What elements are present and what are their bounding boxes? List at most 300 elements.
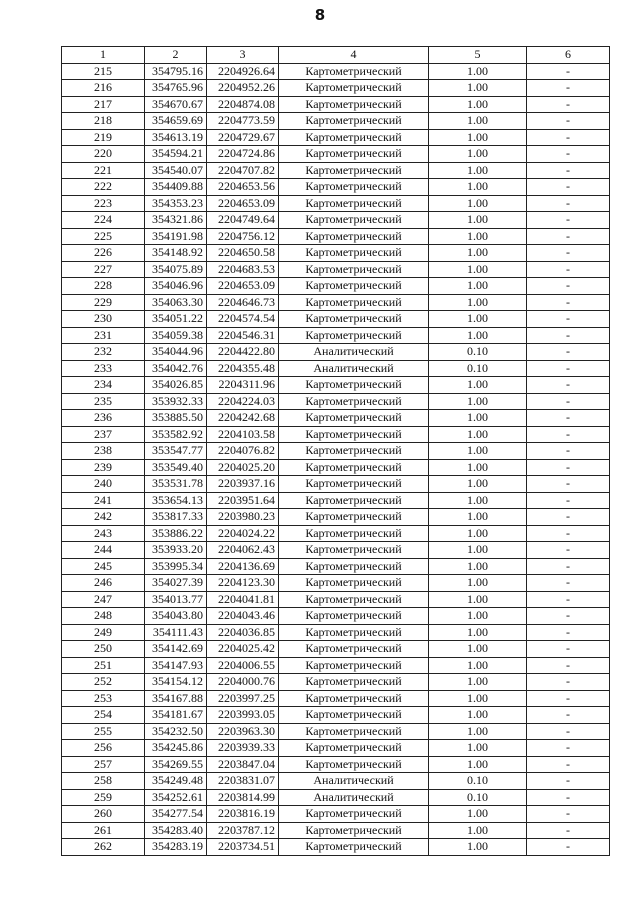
- note-cell: -: [527, 591, 610, 608]
- accuracy-cell: 0.10: [429, 789, 527, 806]
- x-coordinate-cell: 354042.76: [145, 360, 207, 377]
- accuracy-cell: 1.00: [429, 542, 527, 559]
- note-cell: -: [527, 212, 610, 229]
- y-coordinate-cell: 2204025.20: [207, 459, 279, 476]
- method-cell: Картометрический: [279, 492, 429, 509]
- y-coordinate-cell: 2204103.58: [207, 426, 279, 443]
- method-cell: Картометрический: [279, 393, 429, 410]
- point-number-cell: 232: [62, 344, 145, 361]
- x-coordinate-cell: 354613.19: [145, 129, 207, 146]
- point-number-cell: 243: [62, 525, 145, 542]
- table-row: [62, 261, 610, 278]
- method-cell: Картометрический: [279, 641, 429, 658]
- point-number-cell: 234: [62, 377, 145, 394]
- x-coordinate-cell: 354232.50: [145, 723, 207, 740]
- y-coordinate-cell: 2204653.09: [207, 195, 279, 212]
- accuracy-cell: 1.00: [429, 459, 527, 476]
- note-cell: -: [527, 542, 610, 559]
- table-row: [62, 492, 610, 509]
- x-coordinate-cell: 354409.88: [145, 179, 207, 196]
- accuracy-cell: 1.00: [429, 575, 527, 592]
- method-cell: Картометрический: [279, 740, 429, 757]
- x-coordinate-cell: 354046.96: [145, 278, 207, 295]
- x-coordinate-cell: 354044.96: [145, 344, 207, 361]
- x-coordinate-cell: 353654.13: [145, 492, 207, 509]
- point-number-cell: 244: [62, 542, 145, 559]
- note-cell: -: [527, 657, 610, 674]
- method-cell: Аналитический: [279, 360, 429, 377]
- table-row: [62, 228, 610, 245]
- table-row: [62, 278, 610, 295]
- x-coordinate-cell: 354269.55: [145, 756, 207, 773]
- accuracy-cell: 1.00: [429, 624, 527, 641]
- point-number-cell: 254: [62, 707, 145, 724]
- note-cell: -: [527, 162, 610, 179]
- x-coordinate-cell: 354075.89: [145, 261, 207, 278]
- point-number-cell: 236: [62, 410, 145, 427]
- method-cell: Картометрический: [279, 261, 429, 278]
- method-cell: Аналитический: [279, 773, 429, 790]
- y-coordinate-cell: 2204000.76: [207, 674, 279, 691]
- table-row: [62, 344, 610, 361]
- point-number-cell: 229: [62, 294, 145, 311]
- accuracy-cell: 1.00: [429, 294, 527, 311]
- note-cell: -: [527, 410, 610, 427]
- accuracy-cell: 1.00: [429, 162, 527, 179]
- table-row: [62, 96, 610, 113]
- y-coordinate-cell: 2204062.43: [207, 542, 279, 559]
- accuracy-cell: 1.00: [429, 822, 527, 839]
- note-cell: -: [527, 443, 610, 460]
- accuracy-cell: 1.00: [429, 393, 527, 410]
- accuracy-cell: 1.00: [429, 113, 527, 130]
- method-cell: Картометрический: [279, 558, 429, 575]
- method-cell: Картометрический: [279, 179, 429, 196]
- note-cell: -: [527, 839, 610, 856]
- y-coordinate-cell: 2204242.68: [207, 410, 279, 427]
- point-number-cell: 249: [62, 624, 145, 641]
- accuracy-cell: 1.00: [429, 443, 527, 460]
- table-row: [62, 690, 610, 707]
- y-coordinate-cell: 2204574.54: [207, 311, 279, 328]
- table-row: [62, 195, 610, 212]
- x-coordinate-cell: 354027.39: [145, 575, 207, 592]
- table-row: [62, 443, 610, 460]
- method-cell: Картометрический: [279, 212, 429, 229]
- method-cell: Картометрический: [279, 195, 429, 212]
- page-number: 8: [314, 6, 326, 24]
- table-row: [62, 608, 610, 625]
- table-row: [62, 377, 610, 394]
- y-coordinate-cell: 2203963.30: [207, 723, 279, 740]
- accuracy-cell: 1.00: [429, 525, 527, 542]
- point-number-cell: 250: [62, 641, 145, 658]
- x-coordinate-cell: 354659.69: [145, 113, 207, 130]
- point-number-cell: 227: [62, 261, 145, 278]
- accuracy-cell: 1.00: [429, 740, 527, 757]
- accuracy-cell: 1.00: [429, 179, 527, 196]
- y-coordinate-cell: 2204756.12: [207, 228, 279, 245]
- y-coordinate-cell: 2203993.05: [207, 707, 279, 724]
- y-coordinate-cell: 2204952.26: [207, 80, 279, 97]
- note-cell: -: [527, 690, 610, 707]
- note-cell: -: [527, 723, 610, 740]
- table-row: [62, 707, 610, 724]
- point-number-cell: 220: [62, 146, 145, 163]
- accuracy-cell: 1.00: [429, 80, 527, 97]
- point-number-cell: 247: [62, 591, 145, 608]
- point-number-cell: 216: [62, 80, 145, 97]
- column-header: 6: [527, 47, 610, 64]
- x-coordinate-cell: 354059.38: [145, 327, 207, 344]
- x-coordinate-cell: 354353.23: [145, 195, 207, 212]
- note-cell: -: [527, 789, 610, 806]
- note-cell: -: [527, 459, 610, 476]
- accuracy-cell: 1.00: [429, 674, 527, 691]
- table-row: [62, 179, 610, 196]
- table-row: [62, 641, 610, 658]
- table-row: [62, 558, 610, 575]
- accuracy-cell: 1.00: [429, 608, 527, 625]
- column-header: 4: [279, 47, 429, 64]
- y-coordinate-cell: 2204749.64: [207, 212, 279, 229]
- x-coordinate-cell: 354594.21: [145, 146, 207, 163]
- method-cell: Картометрический: [279, 63, 429, 80]
- note-cell: -: [527, 773, 610, 790]
- note-cell: -: [527, 80, 610, 97]
- accuracy-cell: 0.10: [429, 344, 527, 361]
- accuracy-cell: 1.00: [429, 410, 527, 427]
- x-coordinate-cell: 353817.33: [145, 509, 207, 526]
- method-cell: Картометрический: [279, 542, 429, 559]
- x-coordinate-cell: 354670.67: [145, 96, 207, 113]
- y-coordinate-cell: 2204224.03: [207, 393, 279, 410]
- y-coordinate-cell: 2204653.09: [207, 278, 279, 295]
- table-row: [62, 393, 610, 410]
- y-coordinate-cell: 2204025.42: [207, 641, 279, 658]
- table-row: [62, 129, 610, 146]
- method-cell: Картометрический: [279, 278, 429, 295]
- y-coordinate-cell: 2204036.85: [207, 624, 279, 641]
- point-number-cell: 251: [62, 657, 145, 674]
- note-cell: -: [527, 344, 610, 361]
- x-coordinate-cell: 354026.85: [145, 377, 207, 394]
- accuracy-cell: 1.00: [429, 641, 527, 658]
- column-header: 1: [62, 47, 145, 64]
- note-cell: -: [527, 63, 610, 80]
- accuracy-cell: 1.00: [429, 311, 527, 328]
- note-cell: -: [527, 575, 610, 592]
- note-cell: -: [527, 360, 610, 377]
- x-coordinate-cell: 353549.40: [145, 459, 207, 476]
- accuracy-cell: 1.00: [429, 558, 527, 575]
- table-row: [62, 360, 610, 377]
- point-number-cell: 245: [62, 558, 145, 575]
- table-body: [62, 63, 610, 855]
- point-number-cell: 215: [62, 63, 145, 80]
- accuracy-cell: 1.00: [429, 245, 527, 262]
- x-coordinate-cell: 354154.12: [145, 674, 207, 691]
- table-row: [62, 311, 610, 328]
- point-number-cell: 262: [62, 839, 145, 856]
- y-coordinate-cell: 2204874.08: [207, 96, 279, 113]
- note-cell: -: [527, 476, 610, 493]
- note-cell: -: [527, 146, 610, 163]
- y-coordinate-cell: 2203997.25: [207, 690, 279, 707]
- note-cell: -: [527, 278, 610, 295]
- method-cell: Картометрический: [279, 591, 429, 608]
- point-number-cell: 239: [62, 459, 145, 476]
- column-header: 2: [145, 47, 207, 64]
- method-cell: Картометрический: [279, 80, 429, 97]
- y-coordinate-cell: 2204041.81: [207, 591, 279, 608]
- note-cell: -: [527, 525, 610, 542]
- method-cell: Картометрический: [279, 459, 429, 476]
- y-coordinate-cell: 2204311.96: [207, 377, 279, 394]
- point-number-cell: 221: [62, 162, 145, 179]
- note-cell: -: [527, 707, 610, 724]
- point-number-cell: 255: [62, 723, 145, 740]
- y-coordinate-cell: 2204646.73: [207, 294, 279, 311]
- method-cell: Картометрический: [279, 228, 429, 245]
- table-row: [62, 410, 610, 427]
- accuracy-cell: 1.00: [429, 426, 527, 443]
- method-cell: Картометрический: [279, 311, 429, 328]
- table-row: [62, 773, 610, 790]
- point-number-cell: 223: [62, 195, 145, 212]
- method-cell: Картометрический: [279, 476, 429, 493]
- accuracy-cell: 1.00: [429, 261, 527, 278]
- accuracy-cell: 1.00: [429, 839, 527, 856]
- note-cell: -: [527, 179, 610, 196]
- note-cell: -: [527, 327, 610, 344]
- x-coordinate-cell: 354191.98: [145, 228, 207, 245]
- method-cell: Картометрический: [279, 690, 429, 707]
- y-coordinate-cell: 2204123.30: [207, 575, 279, 592]
- method-cell: Картометрический: [279, 509, 429, 526]
- x-coordinate-cell: 353886.22: [145, 525, 207, 542]
- table-row: [62, 674, 610, 691]
- method-cell: Картометрический: [279, 294, 429, 311]
- x-coordinate-cell: 354283.40: [145, 822, 207, 839]
- y-coordinate-cell: 2203937.16: [207, 476, 279, 493]
- accuracy-cell: 1.00: [429, 195, 527, 212]
- note-cell: -: [527, 195, 610, 212]
- point-number-cell: 218: [62, 113, 145, 130]
- column-header: 5: [429, 47, 527, 64]
- method-cell: Аналитический: [279, 789, 429, 806]
- method-cell: Картометрический: [279, 822, 429, 839]
- table-row: [62, 146, 610, 163]
- y-coordinate-cell: 2204773.59: [207, 113, 279, 130]
- accuracy-cell: 1.00: [429, 756, 527, 773]
- note-cell: -: [527, 261, 610, 278]
- note-cell: -: [527, 113, 610, 130]
- method-cell: Картометрический: [279, 707, 429, 724]
- point-number-cell: 240: [62, 476, 145, 493]
- x-coordinate-cell: 354765.96: [145, 80, 207, 97]
- method-cell: Картометрический: [279, 129, 429, 146]
- x-coordinate-cell: 354063.30: [145, 294, 207, 311]
- table-row: [62, 80, 610, 97]
- y-coordinate-cell: 2203814.99: [207, 789, 279, 806]
- note-cell: -: [527, 129, 610, 146]
- point-number-cell: 253: [62, 690, 145, 707]
- accuracy-cell: 1.00: [429, 327, 527, 344]
- accuracy-cell: 1.00: [429, 723, 527, 740]
- x-coordinate-cell: 354142.69: [145, 641, 207, 658]
- note-cell: -: [527, 377, 610, 394]
- table-row: [62, 426, 610, 443]
- method-cell: Картометрический: [279, 443, 429, 460]
- x-coordinate-cell: 354245.86: [145, 740, 207, 757]
- point-number-cell: 257: [62, 756, 145, 773]
- note-cell: -: [527, 294, 610, 311]
- y-coordinate-cell: 2203831.07: [207, 773, 279, 790]
- x-coordinate-cell: 354277.54: [145, 806, 207, 823]
- note-cell: -: [527, 806, 610, 823]
- table-row: [62, 756, 610, 773]
- x-coordinate-cell: 354043.80: [145, 608, 207, 625]
- y-coordinate-cell: 2204006.55: [207, 657, 279, 674]
- accuracy-cell: 1.00: [429, 476, 527, 493]
- point-number-cell: 256: [62, 740, 145, 757]
- method-cell: Картометрический: [279, 146, 429, 163]
- y-coordinate-cell: 2204076.82: [207, 443, 279, 460]
- y-coordinate-cell: 2204043.46: [207, 608, 279, 625]
- table-row: [62, 789, 610, 806]
- accuracy-cell: 1.00: [429, 278, 527, 295]
- x-coordinate-cell: 353885.50: [145, 410, 207, 427]
- y-coordinate-cell: 2203939.33: [207, 740, 279, 757]
- table-row: [62, 525, 610, 542]
- note-cell: -: [527, 96, 610, 113]
- note-cell: -: [527, 608, 610, 625]
- point-number-cell: 252: [62, 674, 145, 691]
- note-cell: -: [527, 426, 610, 443]
- table-row: [62, 624, 610, 641]
- point-number-cell: 233: [62, 360, 145, 377]
- accuracy-cell: 1.00: [429, 492, 527, 509]
- note-cell: -: [527, 822, 610, 839]
- point-number-cell: 261: [62, 822, 145, 839]
- y-coordinate-cell: 2203787.12: [207, 822, 279, 839]
- x-coordinate-cell: 354540.07: [145, 162, 207, 179]
- table-row: [62, 327, 610, 344]
- accuracy-cell: 1.00: [429, 63, 527, 80]
- table-row: [62, 113, 610, 130]
- method-cell: Картометрический: [279, 756, 429, 773]
- x-coordinate-cell: 353582.92: [145, 426, 207, 443]
- method-cell: Картометрический: [279, 96, 429, 113]
- method-cell: Картометрический: [279, 525, 429, 542]
- coordinates-table: [61, 46, 610, 856]
- point-number-cell: 258: [62, 773, 145, 790]
- y-coordinate-cell: 2203734.51: [207, 839, 279, 856]
- y-coordinate-cell: 2203980.23: [207, 509, 279, 526]
- method-cell: Картометрический: [279, 377, 429, 394]
- x-coordinate-cell: 353995.34: [145, 558, 207, 575]
- y-coordinate-cell: 2204926.64: [207, 63, 279, 80]
- method-cell: Картометрический: [279, 839, 429, 856]
- note-cell: -: [527, 624, 610, 641]
- accuracy-cell: 1.00: [429, 146, 527, 163]
- method-cell: Картометрический: [279, 113, 429, 130]
- table-row: [62, 575, 610, 592]
- method-cell: Картометрический: [279, 674, 429, 691]
- y-coordinate-cell: 2203816.19: [207, 806, 279, 823]
- table-row: [62, 723, 610, 740]
- method-cell: Картометрический: [279, 327, 429, 344]
- method-cell: Картометрический: [279, 608, 429, 625]
- point-number-cell: 241: [62, 492, 145, 509]
- point-number-cell: 219: [62, 129, 145, 146]
- note-cell: -: [527, 674, 610, 691]
- note-cell: -: [527, 740, 610, 757]
- point-number-cell: 224: [62, 212, 145, 229]
- point-number-cell: 225: [62, 228, 145, 245]
- table-row: [62, 740, 610, 757]
- note-cell: -: [527, 756, 610, 773]
- method-cell: Картометрический: [279, 723, 429, 740]
- y-coordinate-cell: 2204683.53: [207, 261, 279, 278]
- accuracy-cell: 0.10: [429, 360, 527, 377]
- column-header: 3: [207, 47, 279, 64]
- x-coordinate-cell: 354013.77: [145, 591, 207, 608]
- table-row: [62, 822, 610, 839]
- x-coordinate-cell: 354181.67: [145, 707, 207, 724]
- table-row: [62, 542, 610, 559]
- note-cell: -: [527, 311, 610, 328]
- y-coordinate-cell: 2204724.86: [207, 146, 279, 163]
- point-number-cell: 248: [62, 608, 145, 625]
- y-coordinate-cell: 2203951.64: [207, 492, 279, 509]
- x-coordinate-cell: 353933.20: [145, 542, 207, 559]
- method-cell: Картометрический: [279, 162, 429, 179]
- method-cell: Картометрический: [279, 575, 429, 592]
- x-coordinate-cell: 354148.92: [145, 245, 207, 262]
- accuracy-cell: 1.00: [429, 806, 527, 823]
- point-number-cell: 217: [62, 96, 145, 113]
- y-coordinate-cell: 2204707.82: [207, 162, 279, 179]
- point-number-cell: 259: [62, 789, 145, 806]
- table-row: [62, 657, 610, 674]
- note-cell: -: [527, 509, 610, 526]
- y-coordinate-cell: 2203847.04: [207, 756, 279, 773]
- accuracy-cell: 1.00: [429, 377, 527, 394]
- method-cell: Картометрический: [279, 624, 429, 641]
- x-coordinate-cell: 353531.78: [145, 476, 207, 493]
- method-cell: Картометрический: [279, 657, 429, 674]
- note-cell: -: [527, 641, 610, 658]
- table-row: [62, 476, 610, 493]
- note-cell: -: [527, 558, 610, 575]
- accuracy-cell: 1.00: [429, 657, 527, 674]
- table-row: [62, 459, 610, 476]
- y-coordinate-cell: 2204024.22: [207, 525, 279, 542]
- method-cell: Картометрический: [279, 426, 429, 443]
- x-coordinate-cell: 353932.33: [145, 393, 207, 410]
- accuracy-cell: 1.00: [429, 212, 527, 229]
- accuracy-cell: 1.00: [429, 690, 527, 707]
- note-cell: -: [527, 492, 610, 509]
- table-row: [62, 806, 610, 823]
- accuracy-cell: 0.10: [429, 773, 527, 790]
- table-row: [62, 162, 610, 179]
- point-number-cell: 260: [62, 806, 145, 823]
- point-number-cell: 238: [62, 443, 145, 460]
- x-coordinate-cell: 354321.86: [145, 212, 207, 229]
